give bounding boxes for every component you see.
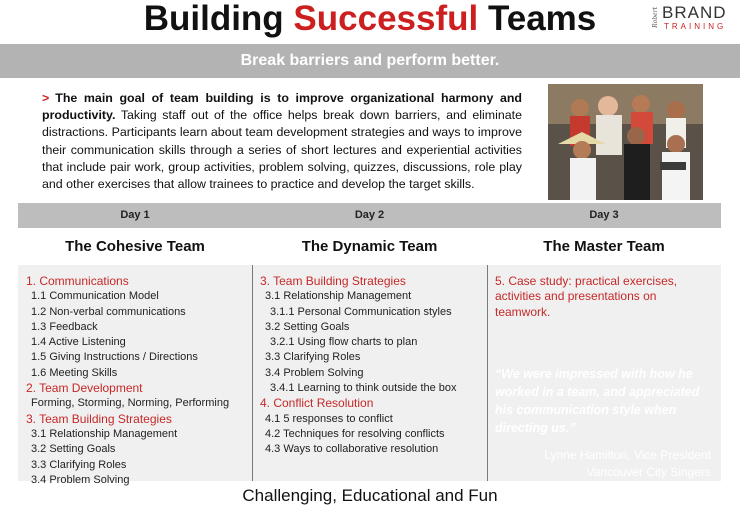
testimonial-author: Lynne Hamilton, Vice President: [544, 447, 711, 462]
topic-item: 3.4 Problem Solving: [31, 473, 130, 486]
day-3-topics: [487, 265, 721, 481]
topic-item: 1.4 Active Listening: [31, 336, 126, 349]
topic-item: 1.5 Giving Instructions / Directions: [31, 351, 198, 364]
logo-training-text: TRAINING: [664, 22, 727, 31]
page-title: [0, 0, 740, 38]
day-1-column: [18, 203, 252, 486]
day-1-topics: [18, 265, 252, 488]
topic-item: 4.2 Techniques for resolving conflicts: [265, 427, 445, 440]
topic-subitem: 3.1.1 Personal Communication styles: [270, 305, 452, 318]
intro-marker: >: [42, 91, 50, 105]
day-3-column: [487, 203, 721, 481]
intro-body: Taking staff out of the office helps break down barriers, and eliminate distractions. Participants learn about team development strategies and ways to improve their communication skills through a series of short lectures and experiential activities that include pair work, group activities, problem solving, quizzes, discussions, role play and other exercises that allow trainees to practice and develop the target skills.: [42, 108, 522, 192]
course-schedule: [18, 203, 721, 486]
day-2-column: [252, 203, 487, 481]
topic-item: 3.1 Relationship Management: [31, 427, 178, 440]
testimonial-quote: “We were impressed with how he worked in a team, and appreciated his communication style when directing us.”: [495, 366, 700, 435]
topic-heading: 1. Communications: [26, 274, 129, 288]
title-accent: Successful: [293, 0, 479, 38]
day-2-topics: [252, 265, 487, 458]
day-1-theme: The Cohesive Team: [18, 228, 252, 265]
topic-heading: 4. Conflict Resolution: [260, 396, 374, 411]
spacer: [495, 320, 713, 365]
topic-item: 3.1 Relationship Management: [265, 290, 412, 303]
case-study-text: 5. Case study: practical exercises, activities and presentations on teamwork.: [495, 274, 678, 319]
day-2-theme: The Dynamic Team: [252, 228, 487, 265]
topic-item: 1.2 Non-verbal communications: [31, 305, 186, 318]
topic-item: 1.3 Feedback: [31, 320, 98, 333]
team-photo: [548, 84, 703, 200]
day-3-header: Day 3: [487, 203, 721, 228]
logo-brand-text: BRAND: [662, 3, 727, 22]
topic-item: 4.1 5 responses to conflict: [265, 412, 393, 425]
intro-lead: The main goal of team building is to improve organizational harmony and productivity.: [42, 91, 522, 123]
topic-item: 3.2 Setting Goals: [31, 443, 116, 456]
title-part1: Building: [143, 0, 294, 38]
tagline-banner: Break barriers and perform better.: [0, 44, 740, 78]
logo-small-text: Robert: [652, 7, 659, 28]
topic-item: 4.3 Ways to collaborative resolution: [265, 443, 439, 456]
topic-subitem: 3.2.1 Using flow charts to plan: [270, 336, 418, 349]
topic-heading: 2. Team Development: [26, 381, 143, 396]
topic-item: 3.3 Clarifying Roles: [31, 458, 127, 471]
topic-item: 1.1 Communication Model: [31, 290, 159, 303]
topic-item: 1.6 Meeting Skills: [31, 366, 118, 379]
footer-tagline: Challenging, Educational and Fun: [242, 486, 498, 505]
topic-subitem: 3.4.1 Learning to think outside the box: [270, 382, 457, 395]
intro-paragraph: [42, 90, 522, 193]
topic-item: 3.3 Clarifying Roles: [265, 351, 361, 364]
title-part2: Teams: [478, 0, 597, 38]
day-1-header: Day 1: [18, 203, 252, 228]
topic-heading: 3. Team Building Strategies: [260, 274, 406, 288]
topic-item: Forming, Storming, Norming, Performing: [31, 397, 230, 410]
topic-item: 3.2 Setting Goals: [265, 320, 350, 333]
brand-logo: [652, 3, 732, 33]
topic-heading: 3. Team Building Strategies: [26, 411, 172, 426]
topic-item: 3.4 Problem Solving: [265, 366, 364, 379]
testimonial-organization: Vancouver City Singers: [586, 464, 711, 479]
day-3-theme: The Master Team: [487, 228, 721, 265]
day-2-header: Day 2: [252, 203, 487, 228]
